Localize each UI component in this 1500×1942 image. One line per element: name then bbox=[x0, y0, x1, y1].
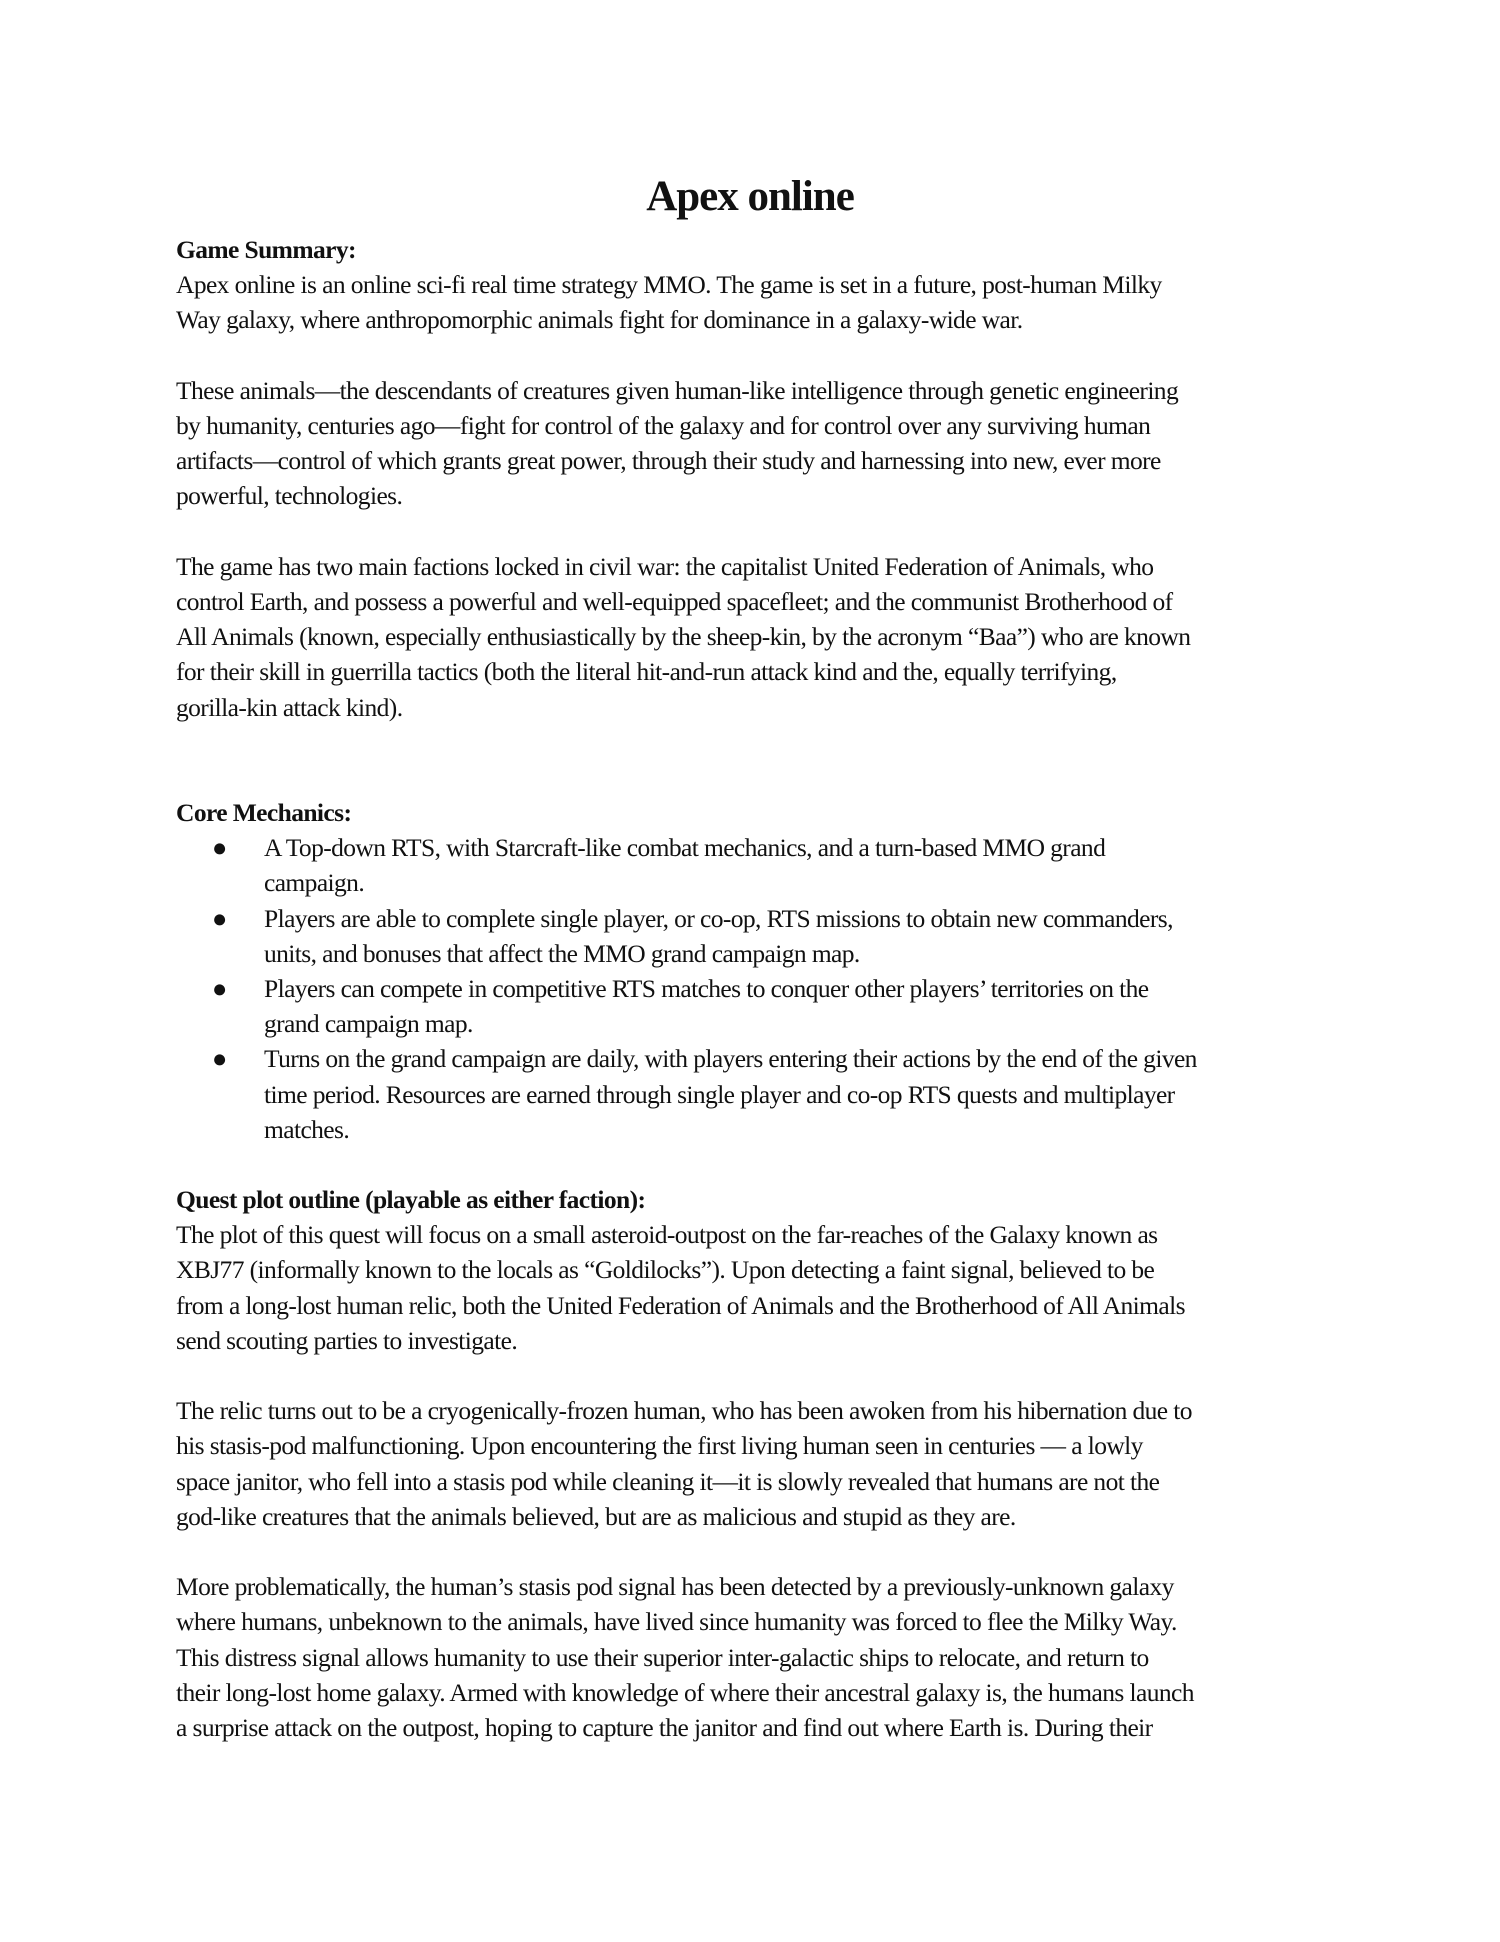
bullet-item bbox=[176, 830, 1326, 900]
text-line: All Animals (known, especially enthusiastically by the sheep-kin, by the acronym “Baa”) who are known bbox=[176, 622, 1191, 652]
text-line: These animals—the descendants of creatures given human-like intelligence through genetic engineering bbox=[176, 375, 1179, 405]
text-line: time period. Resources are earned through single player and co-op RTS quests and multiplayer bbox=[264, 1079, 1175, 1109]
text-line: Turns on the grand campaign are daily, with players entering their actions by the end of the given bbox=[264, 1044, 1197, 1074]
paragraph bbox=[176, 373, 1326, 514]
text-line: by humanity, centuries ago—fight for control of the galaxy and for control over any surviving human bbox=[176, 411, 1151, 440]
text-line: control Earth, and possess a powerful and well-equipped spacefleet; and the communist Brotherhood of bbox=[176, 587, 1173, 616]
text-line: The relic turns out to be a cryogenically-frozen human, who has been awoken from his hibernation due to bbox=[176, 1396, 1192, 1426]
text-line: matches. bbox=[264, 1114, 350, 1144]
text-line: Players are able to complete single player, or co-op, RTS missions to obtain new commanders, bbox=[264, 903, 1173, 933]
text-line: Way galaxy, where anthropomorphic animals fight for dominance in a galaxy-wide war. bbox=[176, 305, 1023, 335]
text-line: This distress signal allows humanity to use their superior inter-galactic ships to relocate, and return to bbox=[176, 1642, 1149, 1672]
bullet-icon: ● bbox=[212, 833, 227, 863]
text-line: The plot of this quest will focus on a small asteroid-outpost on the far-reaches of the Galaxy known as bbox=[176, 1220, 1158, 1250]
text-line: from a long-lost human relic, both the United Federation of Animals and the Brotherhood of All Animals bbox=[176, 1290, 1185, 1320]
bullet-icon: ● bbox=[212, 974, 227, 1004]
bullet-item bbox=[176, 901, 1326, 971]
text-line: his stasis-pod malfunctioning. Upon encountering the first living human seen in centuries — a lowly bbox=[176, 1431, 1143, 1461]
text-line: A Top-down RTS, with Starcraft-like combat mechanics, and a turn-based MMO grand bbox=[264, 833, 1106, 863]
section-heading: Quest plot outline (playable as either faction): bbox=[176, 1185, 646, 1214]
text-line: for their skill in guerrilla tactics (both the literal hit-and-run attack kind and the, equally terrifying, bbox=[176, 657, 1117, 687]
text-line: gorilla-kin attack kind). bbox=[176, 692, 403, 722]
document-title: Apex online bbox=[646, 173, 854, 220]
text-line: a surprise attack on the outpost, hoping to capture the janitor and find out where Earth is. During their bbox=[176, 1713, 1153, 1743]
text-line: The game has two main factions locked in civil war: the capitalist United Federation of Animals, who bbox=[176, 551, 1154, 581]
text-line: space janitor, who fell into a stasis pod while cleaning it—it is slowly revealed that humans are not the bbox=[176, 1466, 1160, 1496]
paragraph bbox=[176, 267, 1326, 337]
text-line: More problematically, the human’s stasis pod signal has been detected by a previously-unknown galaxy bbox=[176, 1572, 1174, 1602]
paragraph bbox=[176, 549, 1326, 725]
text-line: Apex online is an online sci-fi real time strategy MMO. The game is set in a future, post-human Milky bbox=[176, 270, 1162, 300]
bullet-icon: ● bbox=[212, 903, 227, 933]
text-line: Players can compete in competitive RTS matches to conquer other players’ territories on the bbox=[264, 974, 1149, 1004]
text-line: units, and bonuses that affect the MMO grand campaign map. bbox=[264, 938, 860, 968]
section-heading: Core Mechanics: bbox=[176, 798, 352, 827]
text-line: campaign. bbox=[264, 868, 365, 898]
text-line: powerful, technologies. bbox=[176, 481, 403, 511]
text-line: XBJ77 (informally known to the locals as “Goldilocks”). Upon detecting a faint signal, believed to be bbox=[176, 1255, 1155, 1285]
text-line: where humans, unbeknown to the animals, have lived since humanity was forced to flee the Milky Way. bbox=[176, 1607, 1177, 1637]
text-line: send scouting parties to investigate. bbox=[176, 1325, 518, 1355]
quest-plot-section bbox=[176, 1182, 1326, 1745]
text-line: artifacts—control of which grants great power, through their study and harnessing into new, ever more bbox=[176, 446, 1161, 476]
game-summary-section bbox=[176, 232, 1326, 725]
bullet-item bbox=[176, 971, 1326, 1041]
text-line: their long-lost home galaxy. Armed with knowledge of where their ancestral galaxy is, the humans launch bbox=[176, 1677, 1194, 1707]
paragraph bbox=[176, 1393, 1326, 1534]
text-line: grand campaign map. bbox=[264, 1009, 473, 1039]
paragraph bbox=[176, 1217, 1326, 1358]
text-line: god-like creatures that the animals believed, but are as malicious and stupid as they are. bbox=[176, 1501, 1016, 1531]
core-mechanics-section bbox=[176, 795, 1326, 1147]
section-heading: Game Summary: bbox=[176, 235, 356, 264]
paragraph bbox=[176, 1569, 1326, 1745]
bullet-item bbox=[176, 1041, 1326, 1147]
bullet-icon: ● bbox=[212, 1044, 227, 1074]
